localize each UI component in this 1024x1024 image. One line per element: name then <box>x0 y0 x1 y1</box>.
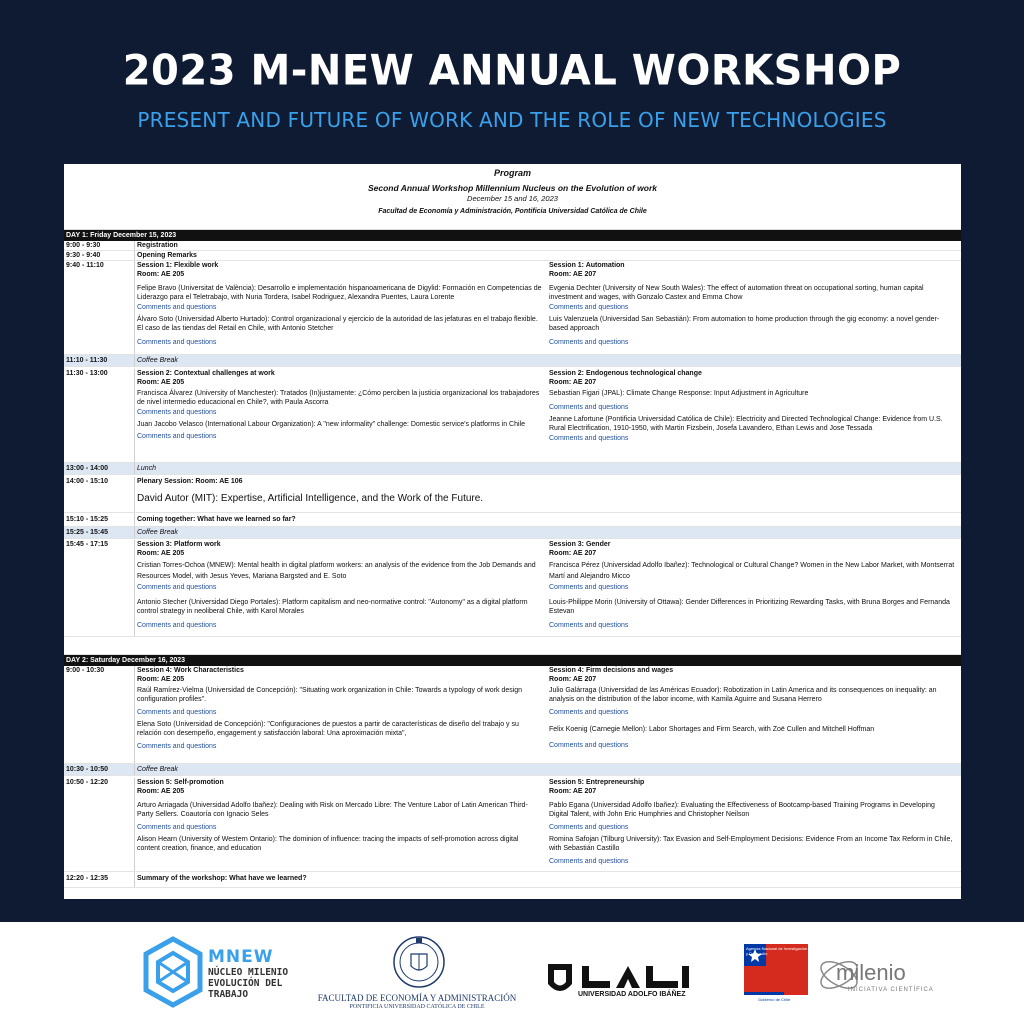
comments-link[interactable]: Comments and questions <box>549 584 629 591</box>
paper-entry: Antonio Stecher (Universidad Diego Portales): Platform capitalism and neo-normative control: "Autonomy" as a digital platform control strategy in neoliberal Chile, with Karol Morales <box>137 599 528 615</box>
session-title: Session 4: Work Characteristics <box>137 667 244 674</box>
uai-name: UNIVERSIDAD ADOLFO IBÁÑEZ <box>578 991 686 998</box>
paper-entry: Elena Soto (Universidad de Concepción): "Configuraciones de puestos a partir de características de diseño del trabajo y su relación con desempeño, engagement y satisfacción laboral: Una aproximación mixta", <box>137 721 519 737</box>
program-sheet <box>64 164 961 899</box>
session-title: Session 3: Gender <box>549 541 611 548</box>
mnew-logo-text <box>208 947 288 1000</box>
session-title: Session 1: Flexible work <box>137 262 219 269</box>
paper-entry: Felipe Bravo (Universitat de València): Desarrollo e implementación hispanoamericana de Digylid: Formación en Competencias de Liderazgo para el Teletrabajo, with Nuria Tordera, Isabel Rodriguez, Alexandra Puentes, Laura Lorente <box>137 285 542 301</box>
comments-link[interactable]: Comments and questions <box>137 622 217 629</box>
session-left <box>137 369 549 462</box>
slot-time: 10:30 - 10:50 <box>66 766 109 773</box>
mnew-cube-icon <box>142 936 204 1008</box>
comments-link[interactable]: Comments and questions <box>137 433 217 440</box>
session-right <box>549 369 961 462</box>
session-room: Room: AE 205 <box>137 379 185 386</box>
slot-time: 9:30 - 9:40 <box>66 252 101 259</box>
mnew-line: EVOLUCIÓN DEL <box>208 978 283 989</box>
session-row <box>64 666 961 764</box>
fea-logo-text <box>312 993 522 1010</box>
comments-link[interactable]: Comments and questions <box>137 304 217 311</box>
program-name: Second Annual Workshop Millennium Nucleus on the Evolution of work <box>367 183 657 193</box>
comments-link[interactable]: Comments and questions <box>137 824 217 831</box>
session-title: Session 5: Self-promotion <box>137 779 224 786</box>
session-room: Room: AE 205 <box>137 271 185 278</box>
session-title: Session 2: Endogenous technological change <box>549 370 702 377</box>
paper-entry: Louis-Philippe Morin (University of Ottawa): Gender Differences in Prioritizing Rewarding Tasks, with Bruna Borges and Fernanda Estevan <box>549 599 950 615</box>
break-row <box>64 764 961 776</box>
session-title: Session 1: Automation <box>549 262 625 269</box>
uai-shield-icon <box>546 962 574 1000</box>
program-venue: Facultad de Economía y Administración, Pontificia Universidad Católica de Chile <box>378 208 647 215</box>
session-room: Room: AE 205 <box>137 788 185 795</box>
comments-link[interactable]: Comments and questions <box>549 858 629 865</box>
session-left <box>137 778 549 871</box>
session-room: Room: AE 207 <box>549 550 597 557</box>
paper-entry: Álvaro Soto (Universidad Alberto Hurtado): Control organizacional y ejercicio de la autoridad de las jefaturas en el trabajo flexible. El caso de las tiendas del Retail en Chile, with Antonio Stetcher <box>137 316 538 332</box>
session-room: Room: AE 207 <box>549 788 597 795</box>
paper-entry: Sebastian Figari (JPAL): Climate Change Response: Input Adjustment in Agriculture <box>549 390 809 397</box>
break-row <box>64 463 961 475</box>
comments-link[interactable]: Comments and questions <box>137 709 217 716</box>
session-row <box>64 539 961 637</box>
slot-label: Registration <box>134 241 961 250</box>
comments-link[interactable]: Comments and questions <box>549 339 629 346</box>
slot-time: 9:00 - 9:30 <box>66 242 101 249</box>
break-label: Coffee Break <box>134 355 961 366</box>
paper-entry: Romina Safojan (Tilburg University): Tax Evasion and Self-Employment Decisions: Evidence From an Income Tax Reform in Chile, with Sebastián Castillo <box>549 836 953 852</box>
paper-entry: Juan Jacobo Velasco (International Labour Organization): A "new informality" challenge: Domestic service's platforms in Chile <box>137 421 526 428</box>
session-left <box>137 261 549 354</box>
slot-time: 15:25 - 15:45 <box>66 529 109 536</box>
comments-link[interactable]: Comments and questions <box>549 622 629 629</box>
comments-link[interactable]: Comments and questions <box>549 435 629 442</box>
slot-time: 12:20 - 12:35 <box>66 875 109 882</box>
paper-entry: Cristian Torres-Ochoa (MNEW): Mental health in digital platform workers: an analysis of the evidence from the Job Demands and Resources Model, with Jesus Yeves, Mariana Bargsted and E. Soto <box>137 562 536 580</box>
comments-link[interactable]: Comments and questions <box>137 584 217 591</box>
day2-header: DAY 2: Saturday December 16, 2023 <box>64 655 961 666</box>
anid-gov: Gobierno de Chile <box>758 997 791 1002</box>
mnew-name: MNEW <box>208 947 274 967</box>
slot-time: 9:40 - 11:10 <box>66 262 104 269</box>
schedule-row <box>64 513 961 527</box>
paper-entry: Raúl Ramírez-Vielma (Universidad de Concepción): "Situating work organization in Chile: Towards a typology of work design configuration profiles". <box>137 687 523 703</box>
slot-time: 11:30 - 13:00 <box>66 370 108 377</box>
paper-entry: Jeanne Lafortune (Pontificia Universidad Católica de Chile): Electricity and Directed Technological Change: Evidence from U.S. Rural Electrification, 1910-1950, with Martin Fizsbein, Josefa Lavandero, Ethan Lewis and Jose Tessada <box>549 416 943 432</box>
session-room: Room: AE 207 <box>549 676 597 683</box>
break-label: Lunch <box>134 463 961 474</box>
slot-label: Summary of the workshop: What have we learned? <box>134 872 961 887</box>
session-room: Room: AE 207 <box>549 271 597 278</box>
fea-university: PONTIFICIA UNIVERSIDAD CATÓLICA DE CHILE <box>349 1004 485 1010</box>
plenary-title: Plenary Session: Room: AE 106 <box>137 478 243 485</box>
milenio-tag: INICIATIVA CIENTÍFICA <box>848 987 934 993</box>
anid-name: Agencia Nacional de Investigación y Desarrollo <box>746 946 808 956</box>
milenio-name: milenio <box>836 960 906 985</box>
paper-entry: Luis Valenzuela (Universidad San Sebastián): From automation to home production through the gig economy: a novel gender-based approach <box>549 316 940 332</box>
day1-header: DAY 1: Friday December 15, 2023 <box>64 230 961 241</box>
slot-label: Opening Remarks <box>134 251 961 260</box>
slot-label: Coming together: What have we learned so far? <box>134 513 961 526</box>
session-left <box>137 666 549 763</box>
session-title: Session 5: Entrepreneurship <box>549 779 645 786</box>
session-room: Room: AE 205 <box>137 676 185 683</box>
session-right <box>549 261 961 354</box>
session-right <box>549 540 961 636</box>
fea-name: FACULTAD DE ECONOMÍA Y ADMINISTRACIÓN <box>317 993 517 1003</box>
break-row <box>64 355 961 367</box>
paper-entry: Alison Hearn (University of Western Ontario): The dominion of influence: tracing the impacts of self-promotion across digital content creation, finance, and education <box>137 836 519 852</box>
uai-wordmark-icon <box>580 962 692 990</box>
slot-time: 11:10 - 11:30 <box>66 357 108 364</box>
slot-time: 14:00 - 15:10 <box>66 478 109 485</box>
session-row <box>64 776 961 872</box>
session-title: Session 3: Platform work <box>137 541 221 548</box>
plenary-talk: David Autor (MIT): Expertise, Artificial Intelligence, and the Work of the Future. <box>137 493 484 504</box>
comments-link[interactable]: Comments and questions <box>137 339 217 346</box>
program-header <box>64 164 961 230</box>
comments-link[interactable]: Comments and questions <box>549 404 629 411</box>
puc-seal-icon <box>392 934 446 990</box>
comments-link[interactable]: Comments and questions <box>549 824 629 831</box>
session-left <box>137 540 549 636</box>
paper-entry: Francisca Álvarez (University of Manchester): Tratados (In)justamente: ¿Cómo perciben la justicia organizacional los trabajadores de nivel intermedio educacional en Chile?, with Paula Ascorra <box>137 390 540 406</box>
schedule-row <box>64 872 961 888</box>
program-label: Program <box>493 168 531 178</box>
comments-link[interactable]: Comments and questions <box>549 304 629 311</box>
break-label: Coffee Break <box>134 764 961 775</box>
paper-entry: Felix Koenig (Carnegie Mellon): Labor Shortages and Firm Search, with Zoë Cullen and Mitchell Hoffman <box>549 726 875 733</box>
paper-entry: Evgenia Dechter (University of New South Wales): The effect of automation threat on occupational sorting, human capital investment and wages, with Gonzalo Castex and Emma Chow <box>549 285 924 301</box>
program-dates: December 15 and 16, 2023 <box>467 194 558 203</box>
slot-time: 9:00 - 10:30 <box>66 667 105 674</box>
session-row <box>64 261 961 355</box>
mnew-line: NÚCLEO MILENIO <box>208 967 289 978</box>
slot-time: 13:00 - 14:00 <box>66 465 109 472</box>
workshop-subtitle: PRESENT AND FUTURE OF WORK AND THE ROLE OF NEW TECHNOLOGIES <box>137 108 887 132</box>
paper-entry: Julio Galárraga (Universidad de las Américas Ecuador): Robotization in Latin America and its consequences on inequality: an analysis on the distribution of the labor income, with Kamila Aguirre and Susana Herrero <box>549 687 937 703</box>
comments-link[interactable]: Comments and questions <box>137 743 217 750</box>
day-spacer <box>64 637 961 655</box>
paper-entry: Arturo Arriagada (Universidad Adolfo Ibañez): Dealing with Risk on Mercado Libre: The Venture Labor of Latin American Third-Party Sellers. Coautoría con Ignacio Seles <box>137 802 528 818</box>
schedule-row <box>64 251 961 261</box>
comments-link[interactable]: Comments and questions <box>137 409 217 416</box>
session-right <box>549 778 961 871</box>
comments-link[interactable]: Comments and questions <box>549 709 629 716</box>
session-right <box>549 666 961 763</box>
session-title: Session 4: Firm decisions and wages <box>549 667 674 674</box>
break-row <box>64 527 961 539</box>
paper-entry: Pablo Egana (Universidad Adolfo Ibañez): Evaluating the Effectiveness of Bootcamp-based Training Programs in Developing Digital Talent, with John Eric Humphries and Christopher Neilson <box>549 802 935 818</box>
plenary-row <box>64 475 961 513</box>
slot-time: 10:50 - 12:20 <box>66 779 109 786</box>
session-room: Room: AE 207 <box>549 379 597 386</box>
paper-entry: Francisca Pérez (Universidad Adolfo Ibañez): Technological or Cultural Change? Women in the New Labor Market, with Montserrat Martí and Alejandro Micco <box>549 562 955 580</box>
slot-time: 15:10 - 15:25 <box>66 516 109 523</box>
mnew-line: TRABAJO <box>208 989 249 1000</box>
workshop-title: 2023 M-NEW ANNUAL WORKSHOP <box>122 46 902 96</box>
comments-link[interactable]: Comments and questions <box>549 742 629 749</box>
slot-time: 15:45 - 17:15 <box>66 541 109 548</box>
schedule-row <box>64 241 961 251</box>
session-row <box>64 367 961 463</box>
break-label: Coffee Break <box>134 527 961 538</box>
session-room: Room: AE 205 <box>137 550 185 557</box>
session-title: Session 2: Contextual challenges at work <box>137 370 275 377</box>
